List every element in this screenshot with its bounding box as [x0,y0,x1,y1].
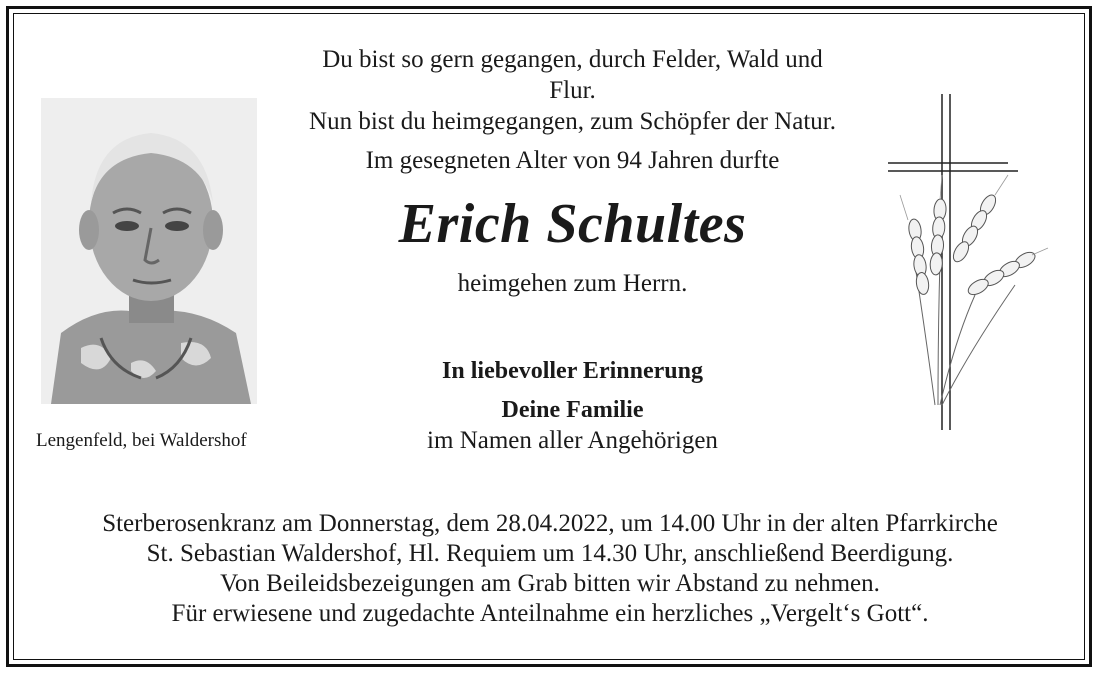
portrait-photo [41,98,257,404]
poem-line-2: Nun bist du heimgegangen, zum Schöpfer der Natur. [309,108,836,135]
relatives-text: im Namen aller Angehörigen [427,427,718,454]
deceased-name: Erich Schultes [398,193,747,255]
service-notice [0,509,1100,629]
location-text: Lengenfeld, bei Waldershof [36,430,247,451]
family-text: Deine Familie [501,397,644,423]
notice-line-3: Von Beileidsbezeigungen am Grab bitten wir Abstand zu nehmen. [220,570,880,597]
poem-line-1: Du bist so gern gegangen, durch Felder, Wald und Flur. [322,46,823,104]
memory-text: In liebevoller Erinnerung [442,358,703,384]
notice-line-4: Für erwiesene und zugedachte Anteilnahme ein herzliches „Vergelt‘s Gott“. [171,600,929,627]
poem [300,44,845,137]
notice-line-1: Sterberosenkranz am Donnerstag, dem 28.04.2022, um 14.00 Uhr in der alten Pfarrkirche [102,510,998,537]
outro-text: heimgehen zum Herrn. [457,270,688,297]
portrait-photo-icon [41,98,257,404]
intro-text: Im gesegneten Alter von 94 Jahren durfte [365,147,780,174]
notice-line-2: St. Sebastian Waldershof, Hl. Requiem um 14.30 Uhr, anschließend Beerdigung. [146,540,954,567]
cross-with-wheat-icon [880,90,1050,440]
